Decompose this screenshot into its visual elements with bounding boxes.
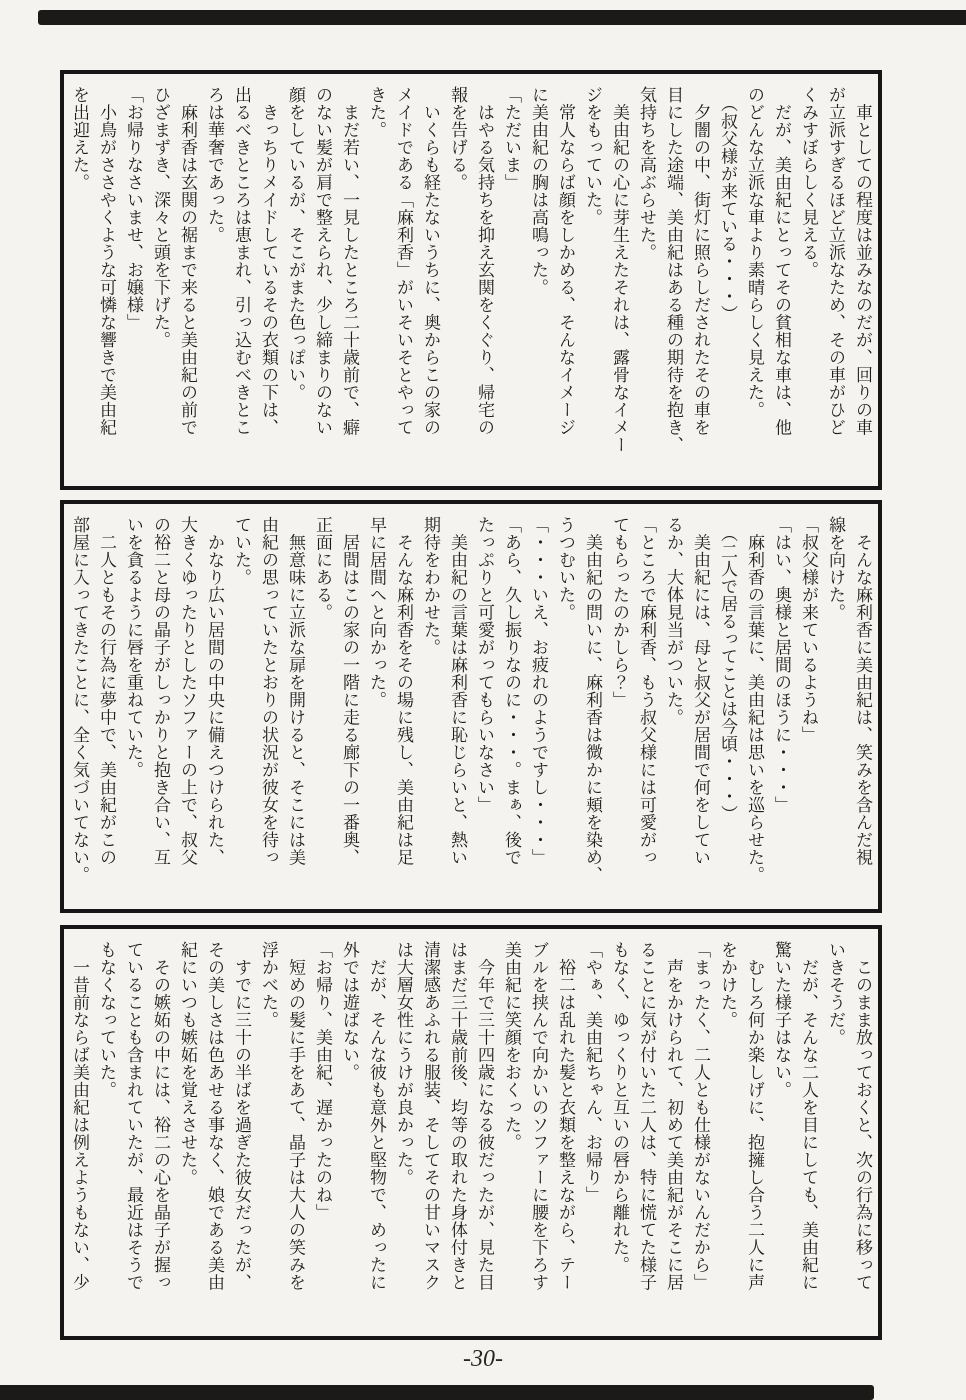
text-block-middle <box>60 500 882 913</box>
text-column: 紀にいつも嫉妬を覚えさせた。 <box>178 941 197 1186</box>
text-column: 早に居間へと向かった。 <box>367 516 386 709</box>
text-column: 顔をしているが、そこがまた色っぽい。 <box>286 86 305 401</box>
text-column: 「はい、奥様と居間のほうに・・・」 <box>772 516 791 814</box>
text-column: のどんな立派な車より素晴らしく見えた。 <box>745 86 764 419</box>
text-column: ろは華奢であった。 <box>205 86 224 244</box>
text-column: そんな麻利香をその場に残し、美由紀は足 <box>394 516 413 866</box>
text-column: てもらったのかしら？」 <box>610 516 629 709</box>
text-column: 夕闇の中、街灯に照らしだされたその車を <box>691 86 710 436</box>
text-column: （叔父様が来ている・・・） <box>718 86 737 323</box>
text-column: 「やぁ、美由紀ちゃん、お帰り」 <box>583 941 602 1204</box>
text-column: （二人で居るってことは今頃・・・） <box>718 516 737 823</box>
text-column: 一昔前ならば美由紀は例えようもない、少 <box>70 941 89 1291</box>
text-column: 気持ちを高ぶらせた。 <box>637 86 656 261</box>
text-column: に美由紀の胸は高鳴った。 <box>529 86 548 296</box>
text-column: 「ところで麻利香、もう叔父様には可愛がっ <box>637 516 656 866</box>
text-column: ジをもっていた。 <box>583 86 602 226</box>
text-column: 小鳥がささやくような可憐な響きで美由紀 <box>97 86 116 436</box>
text-block-bottom <box>60 925 882 1340</box>
text-column: そんな麻利香に美由紀は、笑みを含んだ視 <box>853 516 872 866</box>
text-column: ブルを挟んで向かいのソファーに腰を下ろす <box>529 941 548 1291</box>
text-column: 無意味に立派な扉を開けると、そこには美 <box>286 516 305 866</box>
text-column: が立派すぎるほど立派なため、その車がひど <box>826 86 845 436</box>
text-column: 外では遊ばない。 <box>340 941 359 1081</box>
text-column: きっちりメイドしているその衣類の下は、 <box>259 86 278 436</box>
text-column: だが、そんな彼も意外と堅物で、めったに <box>367 941 386 1291</box>
text-column: 「あら、久し振りなのに・・・。まぁ、後で <box>502 516 521 866</box>
text-column: 二人ともその行為に夢中で、美由紀がこの <box>97 516 116 866</box>
text-column: 線を向けた。 <box>826 516 845 621</box>
text-column: いを貪るように唇を重ねていた。 <box>124 516 143 779</box>
text-column: 美由紀には、母と叔父が居間で何をしてい <box>691 516 710 866</box>
text-column: 「ただいま」 <box>502 86 521 191</box>
text-column: 目にした途端、美由紀はある種の期待を抱き、 <box>664 86 683 454</box>
text-column: 「お帰り、美由紀、遅かったのね」 <box>313 941 332 1221</box>
text-column: まだ若い、一見したところ二十歳前で、癖 <box>340 86 359 436</box>
page-number: -30- <box>463 1346 503 1372</box>
text-column: その嫉妬の中には、裕二の心を晶子が握っ <box>151 941 170 1291</box>
text-column: 正面にある。 <box>313 516 332 621</box>
text-column: かなり広い居間の中央に備えつけられた、 <box>205 516 224 866</box>
text-column: はまだ三十歳前後、均等の取れた身体付きと <box>448 941 467 1291</box>
text-column: 大きくゆったりとしたソファーの上で、叔父 <box>178 516 197 866</box>
text-column: をかけた。 <box>718 941 737 1029</box>
text-column: るか、大体見当がついた。 <box>664 516 683 726</box>
text-column: ていた。 <box>232 516 251 586</box>
text-column: 美由紀の問いに、麻利香は微かに頬を染め、 <box>583 516 602 884</box>
text-column: 居間はこの家の一階に走る廊下の一番奥、 <box>340 516 359 866</box>
text-column: を出迎えた。 <box>70 86 89 191</box>
text-column: 「まったく、二人とも仕様がないんだから」 <box>691 941 710 1291</box>
text-column: 驚いた様子はない。 <box>772 941 791 1099</box>
scan-artifact-bottom-bar <box>0 1385 874 1400</box>
text-column: 美由紀の言葉は麻利香に恥じらいと、熱い <box>448 516 467 866</box>
text-column: 麻利香は玄関の裾まで来ると美由紀の前で <box>178 86 197 436</box>
text-column: きた。 <box>367 86 386 139</box>
text-column: ひざまずき、深々と頭を下げた。 <box>151 86 170 349</box>
text-column: 美由紀の心に芽生えたそれは、露骨なイメー <box>610 86 629 454</box>
text-column: の裕二と母の晶子がしっかりと抱き合い、互 <box>151 516 170 866</box>
text-column: 部屋に入ってきたことに、全く気づいてない。 <box>70 516 89 884</box>
text-column: のない髪が肩で整えられ、少し締まりのない <box>313 86 332 436</box>
text-column: メイドである「麻利香」がいそいそとやって <box>394 86 413 436</box>
text-column: 由紀の思っていたとおりの状況が彼女を待っ <box>259 516 278 866</box>
text-column: だが、美由紀にとってその貧相な車は、他 <box>772 86 791 436</box>
text-column: 美由紀に笑顔をおくった。 <box>502 941 521 1151</box>
text-column: 常人ならば顔をしかめる、そんなイメージ <box>556 86 575 436</box>
text-column: むしろ何か楽しげに、抱擁し合う二人に声 <box>745 941 764 1291</box>
text-block-top <box>60 70 882 490</box>
text-column: すでに三十の半ばを過ぎた彼女だったが、 <box>232 941 251 1291</box>
text-column: もなく、ゆっくりと互いの唇から離れた。 <box>610 941 629 1274</box>
text-column: 浮かべた。 <box>259 941 278 1029</box>
text-column: 麻利香の言葉に、美由紀は思いを巡らせた。 <box>745 516 764 884</box>
text-column: は大層女性にうけが良かった。 <box>394 941 413 1186</box>
text-column: たっぷりと可愛がってもらいなさい」 <box>475 516 494 814</box>
text-column: いきそうだ。 <box>826 941 845 1046</box>
text-column: 声をかけられて、初めて美由紀がそこに居 <box>664 941 683 1291</box>
text-column: 車としての程度は並みなのだが、回りの車 <box>853 86 872 436</box>
text-column: 裕二は乱れた髪と衣類を整えながら、テー <box>556 941 575 1291</box>
text-column: 報を告げる。 <box>448 86 467 191</box>
text-column: 期待をわかせた。 <box>421 516 440 656</box>
text-column: 清潔感あふれる服装、そしてその甘いマスク <box>421 941 440 1291</box>
text-column: 「お帰りなさいませ、お嬢様」 <box>124 86 143 331</box>
text-column: 出るべきところは恵まれ、引っ込むべきとこ <box>232 86 251 436</box>
text-column: 短めの髪に手をあて、晶子は大人の笑みを <box>286 941 305 1291</box>
text-column: このまま放っておくと、次の行為に移って <box>853 941 872 1291</box>
text-column: いくらも経たないうちに、奥からこの家の <box>421 86 440 436</box>
text-column: 「・・・いえ、お疲れのようですし・・・」 <box>529 516 548 866</box>
text-column: ていることも含まれていたが、最近はそうで <box>124 941 143 1291</box>
text-column: くみすぼらしく見える。 <box>799 86 818 279</box>
text-column: うつむいた。 <box>556 516 575 621</box>
text-column: 「叔父様が来ているようね」 <box>799 516 818 744</box>
text-column: ることに気が付いた二人は、特に慌てた様子 <box>637 941 656 1291</box>
text-column: 今年で三十四歳になる彼だったが、見た目 <box>475 941 494 1291</box>
scan-artifact-top-bar <box>38 10 966 25</box>
text-column: はやる気持ちを抑え玄関をくぐり、帰宅の <box>475 86 494 436</box>
text-column: だが、そんな二人を目にしても、美由紀に <box>799 941 818 1291</box>
text-column: もなくなっていた。 <box>97 941 116 1099</box>
text-column: その美しさは色あせる事なく、娘である美由 <box>205 941 224 1291</box>
